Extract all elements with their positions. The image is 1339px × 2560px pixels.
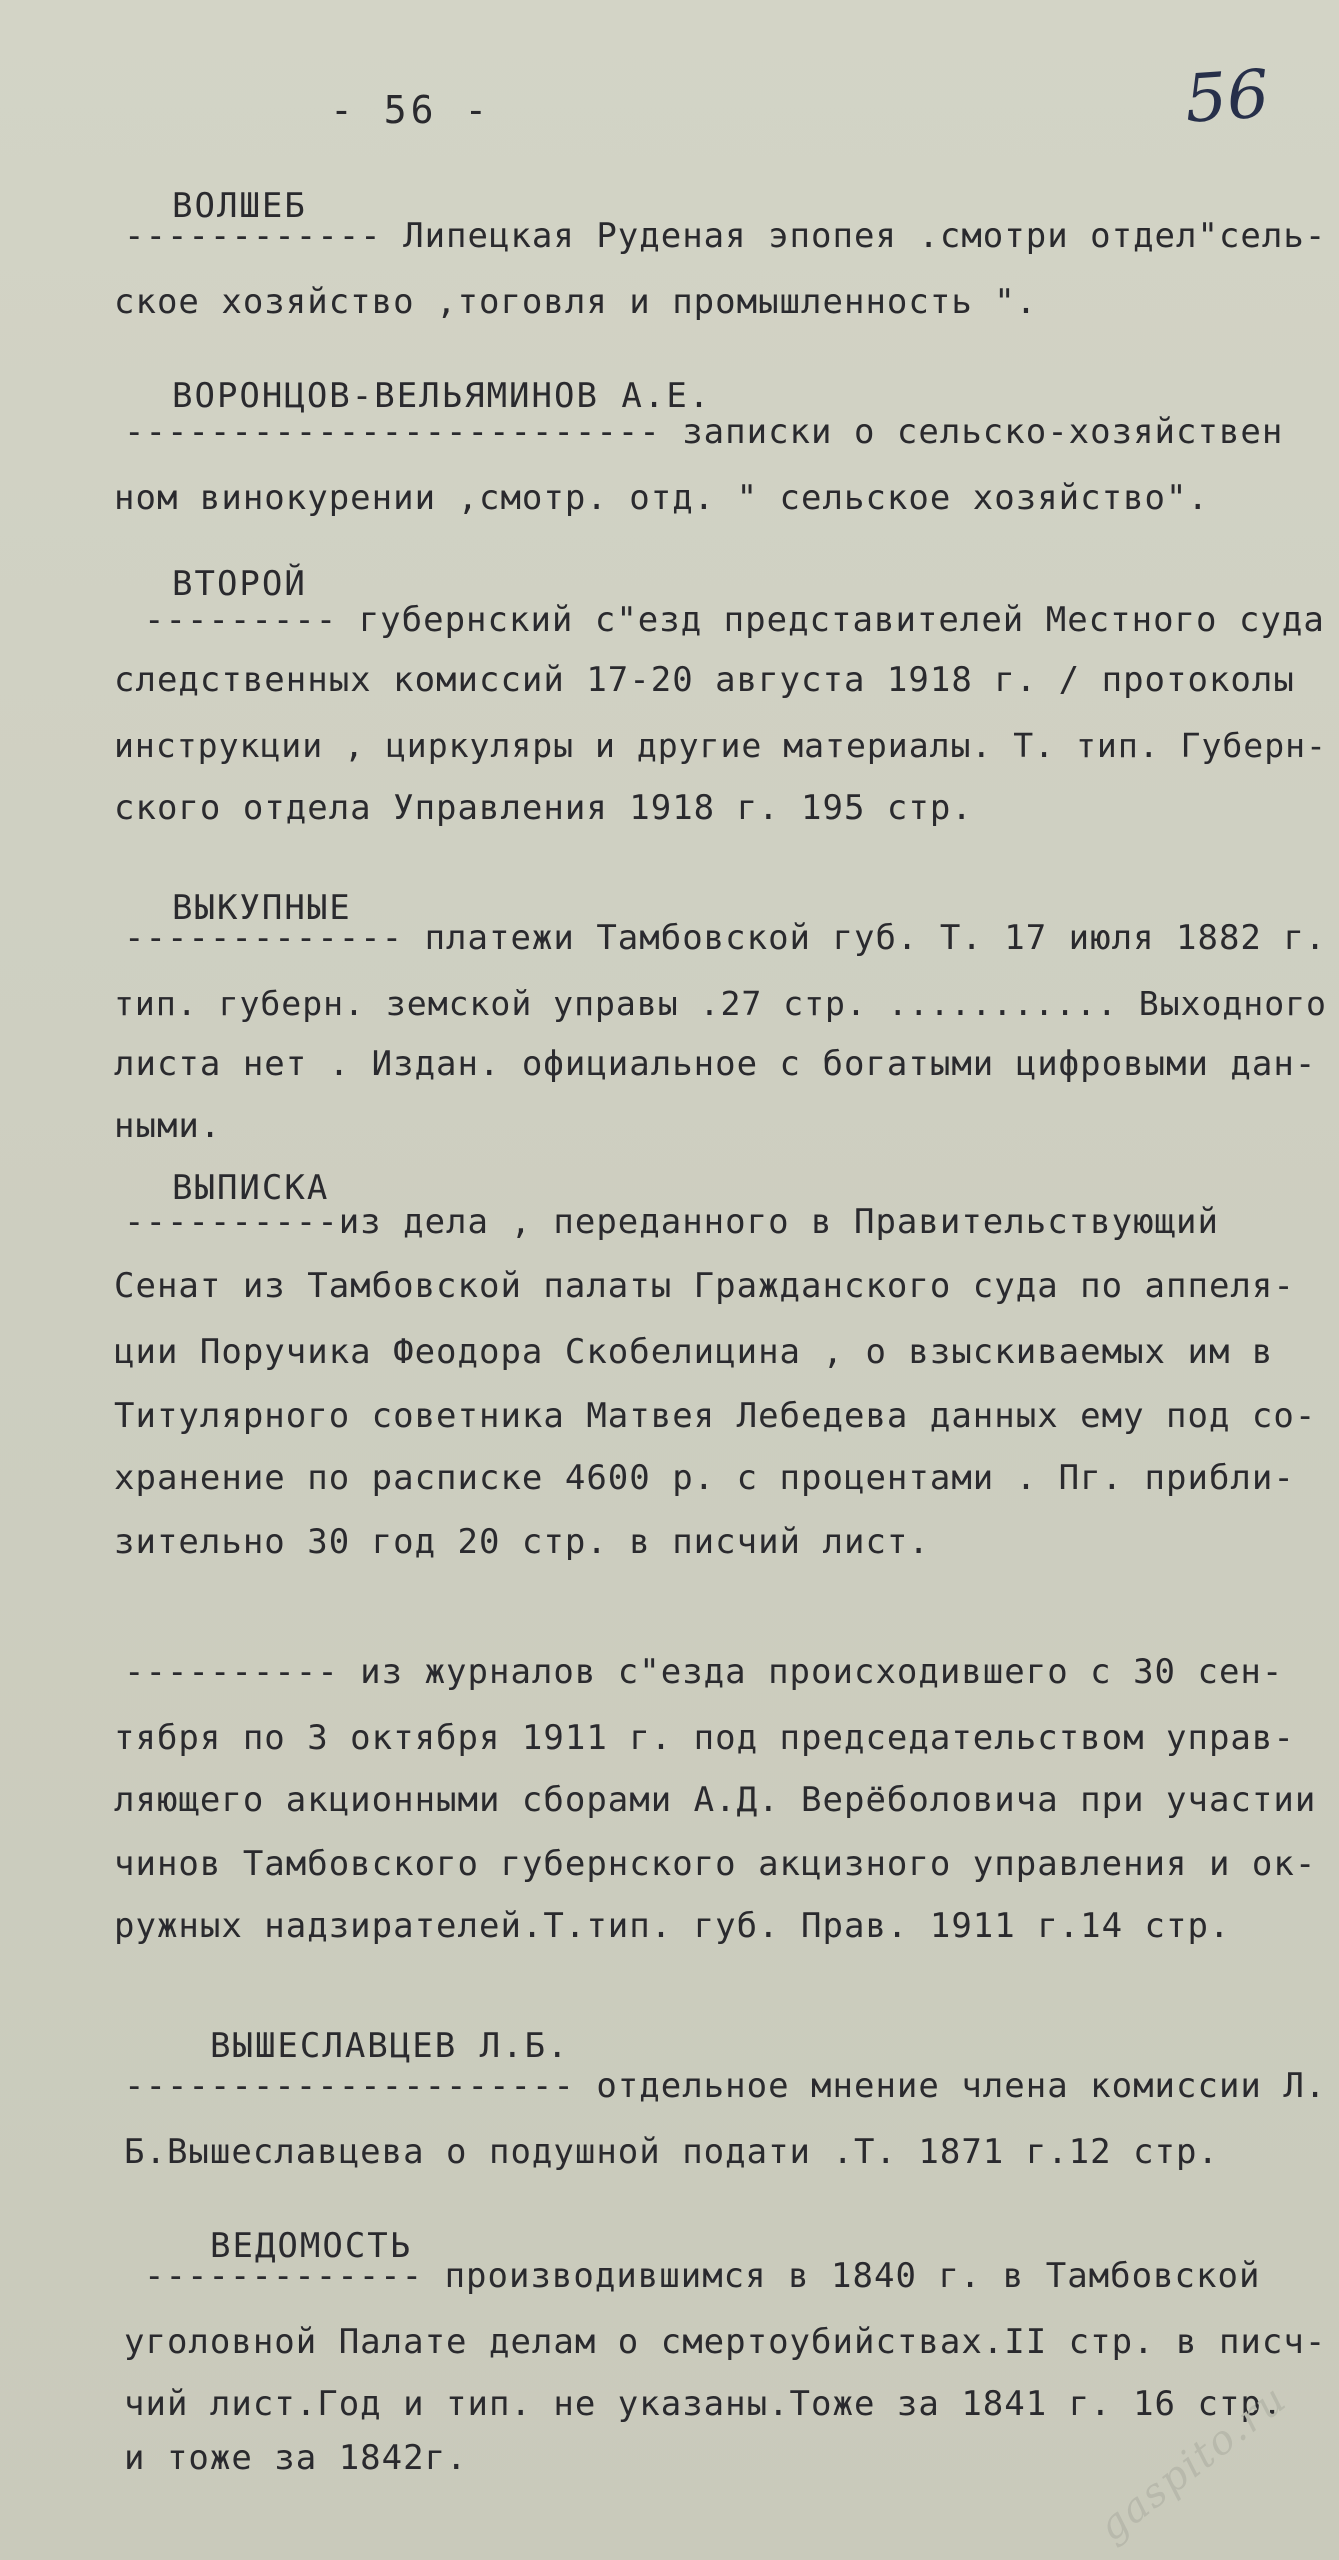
entry-line: и тоже за 1842г.	[124, 2438, 468, 2478]
entry-line: следственных комиссий 17-20 августа 1918 г. / протоколы	[114, 660, 1295, 700]
entry-line: ------------------------- записки о сельско-хозяйствен	[124, 412, 1284, 452]
entry-line: --------------------- отдельное мнение члена комиссии Л.	[124, 2066, 1327, 2106]
entry-line: ----------из дела , переданного в Правительствующий	[124, 1202, 1219, 1242]
entry-line: ------------- платежи Тамбовской губ. Т. 17 июля 1882 г.	[124, 918, 1327, 958]
entry-line: ции Поручика Феодора Скобелицина , о взыскиваемых им в	[114, 1332, 1274, 1372]
entry-line: тип. губерн. земской управы .27 стр. ........... Выходного	[114, 984, 1327, 1023]
entry-line: ------------- производившимся в 1840 г. в Тамбовской	[144, 2256, 1261, 2296]
entry-heading: ВЫКУПНЫЕ	[172, 888, 352, 928]
entry-heading: ВТОРОЙ	[172, 564, 307, 604]
entry-line: листа нет . Издан. официальное с богатыми цифровыми дан-	[114, 1044, 1317, 1084]
entry-line: тября по 3 октября 1911 г. под председательством управ-	[114, 1718, 1295, 1758]
entry-heading: ВОЛШЕБ	[172, 186, 307, 226]
entry-line: ------------ Липецкая Руденая эпопея .смотри отдел"сель-	[124, 216, 1327, 256]
entry-line: Титулярного советника Матвея Лебедева данных ему под со-	[114, 1396, 1317, 1436]
entry-line: Б.Вышеславцева о подушной подати .Т. 1871 г.12 стр.	[124, 2132, 1219, 2172]
watermark: gaspito.ru	[1089, 2375, 1296, 2551]
entry-line: ляющего акционными сборами А.Д. Верёболовича при участии	[114, 1780, 1317, 1820]
entry-line: ном винокурении ,смотр. отд. " сельское хозяйство".	[114, 478, 1209, 518]
entry-heading: ВОРОНЦОВ-ВЕЛЬЯМИНОВ А.Е.	[172, 376, 712, 416]
entry-line: чий лист.Год и тип. не указаны.Тоже за 1841 г. 16 стр.	[124, 2384, 1284, 2424]
entry-line: ными.	[114, 1106, 222, 1146]
entry-line: ского отдела Управления 1918 г. 195 стр.	[114, 788, 973, 828]
entry-line: ---------- из журналов с"езда происходившего с 30 сен-	[124, 1652, 1284, 1692]
entry-line: уголовной Палате делам о смертоубийствах.II стр. в писч-	[124, 2322, 1327, 2362]
handwritten-page-number: 56	[1182, 55, 1272, 138]
entry-line: Сенат из Тамбовской палаты Гражданского суда по аппеля-	[114, 1266, 1295, 1306]
entry-line: зительно 30 год 20 стр. в писчий лист.	[114, 1522, 930, 1562]
entry-line: --------- губернский с"езд представителей Местного суда	[144, 600, 1325, 640]
entry-line: чинов Тамбовского губернского акцизного управления и ок-	[114, 1844, 1317, 1884]
entry-line: инструкции , циркуляры и другие материалы. Т. тип. Губерн-	[114, 726, 1327, 765]
entry-line: ружных надзирателей.Т.тип. губ. Прав. 1911 г.14 стр.	[114, 1906, 1231, 1946]
page-number: - 56 -	[330, 88, 492, 132]
entry-heading: ВЫШЕСЛАВЦЕВ Л.Б.	[210, 2026, 570, 2066]
entry-line: ское хозяйство ,тоговля и промышленность ".	[114, 282, 1038, 322]
entry-heading: ВЕДОМОСТЬ	[210, 2226, 413, 2266]
entry-heading: ВЫПИСКА	[172, 1168, 330, 1208]
entry-line: хранение по расписке 4600 р. с процентами . Пг. прибли-	[114, 1458, 1295, 1498]
